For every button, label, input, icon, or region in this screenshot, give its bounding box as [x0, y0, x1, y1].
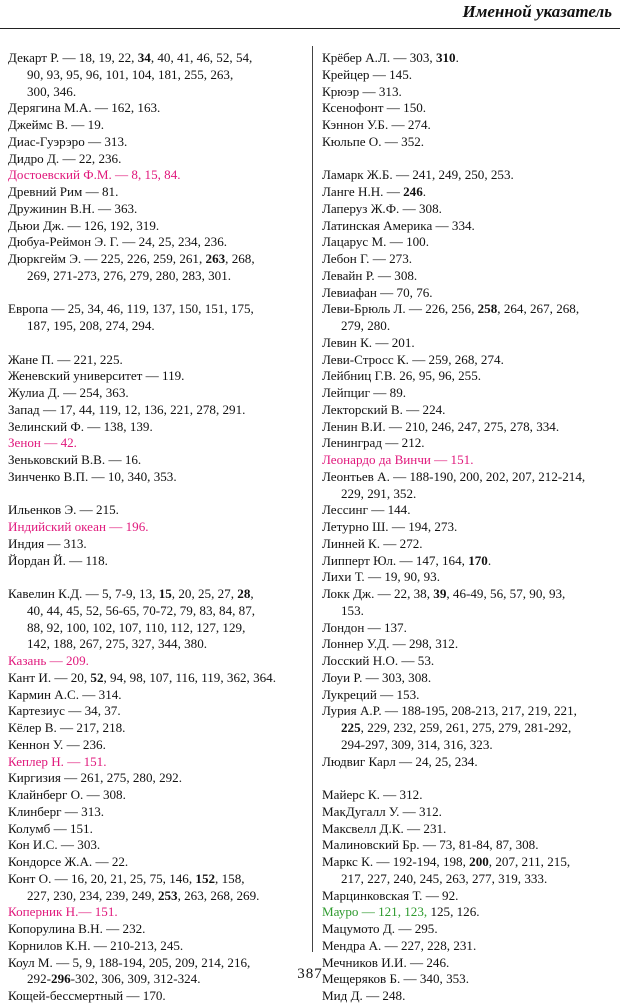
- index-entry: Древний Рим — 81.: [8, 184, 119, 199]
- index-entry: Мещеряков Б. — 340, 353.: [322, 971, 469, 987]
- index-entry: Кант И. — 20, 52, 94, 98, 107, 116, 119, 362, 364.: [8, 669, 277, 685]
- index-entry: Лекторский В. — 224.: [322, 401, 446, 417]
- index-entry: Мацумото Д. — 295.: [322, 921, 438, 936]
- index-entry: Клинберг — 313.: [8, 803, 105, 819]
- index-entry: Лоннер У.Д. — 298, 312.: [322, 636, 459, 652]
- index-entry: Кеннон У. — 236.: [8, 736, 106, 752]
- index-entry: Лондон — 137.: [322, 619, 407, 635]
- index-entry: Леонтьев А. — 188-190, 200, 202, 207, 212-214, 229, 291, 352.: [322, 468, 586, 501]
- index-entry: Кэннон У.Б. — 274.: [322, 117, 431, 132]
- index-entry: Леви-Стросс К. — 259, 268, 274.: [322, 351, 504, 367]
- index-entry: Левин К. — 201.: [322, 334, 415, 350]
- page-header: [0, 0, 620, 29]
- index-entry: Лукреций — 153.: [322, 686, 420, 702]
- index-entry: Коперник Н.— 151.: [8, 904, 118, 920]
- index-entry: Европа — 25, 34, 46, 119, 137, 150, 151, 175, 187, 195, 208, 274, 294.: [8, 301, 254, 333]
- section-title: Именной указатель: [462, 2, 612, 21]
- index-entry: Лосский Н.О. — 53.: [322, 653, 435, 668]
- index-entry: Маркс К. — 192-194, 198, 200, 207, 211, 215, 217, 227, 240, 245, 263, 277, 319, 333.: [322, 854, 571, 886]
- index-entry: Диас-Гуэрэро — 313.: [8, 133, 128, 149]
- index-entry: Конт О. — 16, 20, 21, 25, 75, 146, 152, 158, 227, 230, 234, 239, 249, 253, 263, 268, 269.: [8, 870, 260, 903]
- index-entry: Картезиус — 34, 37.: [8, 703, 121, 719]
- index-entry: Дидро Д. — 22, 236.: [8, 150, 122, 166]
- index-entry: Максвелл Д.К. — 231.: [322, 820, 447, 836]
- index-entry: Кавелин К.Д. — 5, 7-9, 13, 15, 20, 25, 27, 28, 40, 44, 45, 52, 56-65, 70-72, 79, 83, 84, 87, 88, 92, 100, 102, 107, 110, 112, 127, 129, 142, 188, 267, 275, 327, 344, 380.: [8, 586, 256, 652]
- index-entry: Марцинковская Т. — 92.: [322, 887, 459, 903]
- index-entry: Ленин В.И. — 210, 246, 247, 275, 278, 334.: [322, 418, 560, 434]
- page-number: 387: [297, 966, 323, 982]
- index-entry: Людвиг Карл — 24, 25, 234.: [322, 753, 478, 769]
- index-entry: Коул М. — 5, 9, 188-194, 205, 209, 214, 216, 292-296-302, 306, 309, 312-324.: [8, 954, 251, 987]
- index-entry: Киргизия — 261, 275, 280, 292.: [8, 770, 182, 786]
- index-entry: Жулиа Д. — 254, 363.: [8, 385, 129, 400]
- index-entry: Кон И.С. — 303.: [8, 837, 101, 853]
- index-entry: Женевский университет — 119.: [8, 368, 185, 384]
- index-entry: Ильенков Э. — 215.: [8, 502, 119, 518]
- index-entry: Дерягина М.А. — 162, 163.: [8, 100, 161, 116]
- index-entry: Дружинин В.Н. — 363.: [8, 200, 138, 216]
- index-entry: Латинская Америка — 334.: [322, 217, 475, 233]
- index-entry: Кёлер В. — 217, 218.: [8, 720, 126, 735]
- index-entry: Джеймс В. — 19.: [8, 117, 105, 132]
- index-entry: Липперт Юл. — 147, 164, 170.: [322, 552, 492, 568]
- index-entry: Локк Дж. — 22, 38, 39, 46-49, 56, 57, 90, 93, 153.: [322, 586, 566, 618]
- index-entry: Малиновский Бр. — 73, 81-84, 87, 308.: [322, 837, 539, 853]
- index-entry: Линней К. — 272.: [322, 535, 423, 551]
- index-entry: Зинченко В.П. — 10, 340, 353.: [8, 468, 177, 484]
- index-entry: Индийский океан — 196.: [8, 519, 149, 534]
- index-entry: Кармин А.С. — 314.: [8, 686, 122, 702]
- index-entry: Йордан Й. — 118.: [8, 552, 108, 568]
- index-entry: Лоуи Р. — 303, 308.: [322, 669, 432, 685]
- index-entry: Левиафан — 70, 76.: [322, 284, 433, 300]
- column-divider: [312, 46, 313, 952]
- index-entry: Жане П. — 221, 225.: [8, 351, 123, 367]
- index-entry: Лейпциг — 89.: [322, 385, 407, 400]
- index-entry: Запад — 17, 44, 119, 12, 136, 221, 278, 291.: [8, 401, 246, 417]
- index-column-left: [8, 50, 304, 1005]
- index-entry: Мечников И.И. — 246.: [322, 954, 450, 970]
- index-entry: Декарт Р. — 18, 19, 22, 34, 40, 41, 46, 52, 54, 90, 93, 95, 96, 101, 104, 181, 255, 263, 300, 346.: [8, 50, 253, 99]
- index-entry: Кондорсе Ж.А. — 22.: [8, 854, 129, 869]
- index-entry: Мендра А. — 227, 228, 231.: [322, 937, 477, 953]
- index-entry: Мид Д. — 248.: [322, 988, 406, 1003]
- index-entry: Лессинг — 144.: [322, 502, 411, 518]
- index-entry: Копорулина В.Н. — 232.: [8, 921, 146, 936]
- index-entry: Казань — 209.: [8, 653, 89, 668]
- index-entry: Зелинский Ф. — 138, 139.: [8, 418, 153, 434]
- index-entry: Лурия А.Р. — 188-195, 208-213, 217, 219, 221, 225, 229, 232, 259, 261, 275, 279, 281-292, 294-297, 309, 314, 316, 323.: [322, 703, 577, 752]
- index-entry: Дюбуа-Реймон Э. Г. — 24, 25, 234, 236.: [8, 234, 228, 250]
- index-entry: Леонардо да Винчи — 151.: [322, 452, 474, 467]
- index-entry: Левайн Р. — 308.: [322, 267, 418, 283]
- index-entry: Ламарк Ж.Б. — 241, 249, 250, 253.: [322, 167, 514, 183]
- index-entry: Лебон Г. — 273.: [322, 251, 413, 266]
- index-entry: Лейбниц Г.В. 26, 95, 96, 255.: [322, 368, 482, 384]
- index-entry: Лихи Т. — 19, 90, 93.: [322, 569, 440, 585]
- index-entry: Ленинград — 212.: [322, 435, 425, 451]
- index-entry: Ксенофонт — 150.: [322, 100, 427, 116]
- index-entry: Лаперуз Ж.Ф. — 308.: [322, 200, 442, 216]
- index-entry: Лацарус М. — 100.: [322, 234, 429, 250]
- index-entry: Индия — 313.: [8, 535, 87, 551]
- index-column-right: [322, 50, 618, 1005]
- index-entry: Майерс К. — 312.: [322, 787, 423, 802]
- index-entry: Крёбер А.Л. — 303, 310.: [322, 50, 459, 65]
- index-entry: Зеньковский В.В. — 16.: [8, 452, 142, 467]
- index-entry: Кощей-бессмертный — 170.: [8, 988, 166, 1003]
- index-entry: Летурно Ш. — 194, 273.: [322, 519, 458, 534]
- index-entry: Леви-Брюль Л. — 226, 256, 258, 264, 267, 268, 279, 280.: [322, 301, 580, 333]
- index-entry: Кеплер Н. — 151.: [8, 753, 107, 769]
- index-entry: МакДугалл У. — 312.: [322, 803, 442, 819]
- index-entry: Колумб — 151.: [8, 820, 93, 836]
- index-entry: Мауро — 121, 123, 125, 126.: [322, 904, 480, 920]
- index-entry: Корнилов К.Н. — 210-213, 245.: [8, 937, 184, 953]
- index-entry: Дюркгейм Э. — 225, 226, 259, 261, 263, 268, 269, 271-273, 276, 279, 280, 283, 301.: [8, 251, 255, 283]
- index-entry: Крюэр — 313.: [322, 83, 402, 99]
- index-entry: Крейцер — 145.: [322, 66, 413, 82]
- index-entry: Клайнберг О. — 308.: [8, 787, 126, 802]
- index-entry: Зенон — 42.: [8, 435, 77, 451]
- index-entry: Ланге Н.Н. — 246.: [322, 184, 427, 199]
- index-entry: Достоевский Ф.М. — 8, 15, 84.: [8, 167, 181, 183]
- index-entry: Кюльпе О. — 352.: [322, 133, 425, 149]
- index-entry: Дьюи Дж. — 126, 192, 319.: [8, 217, 160, 233]
